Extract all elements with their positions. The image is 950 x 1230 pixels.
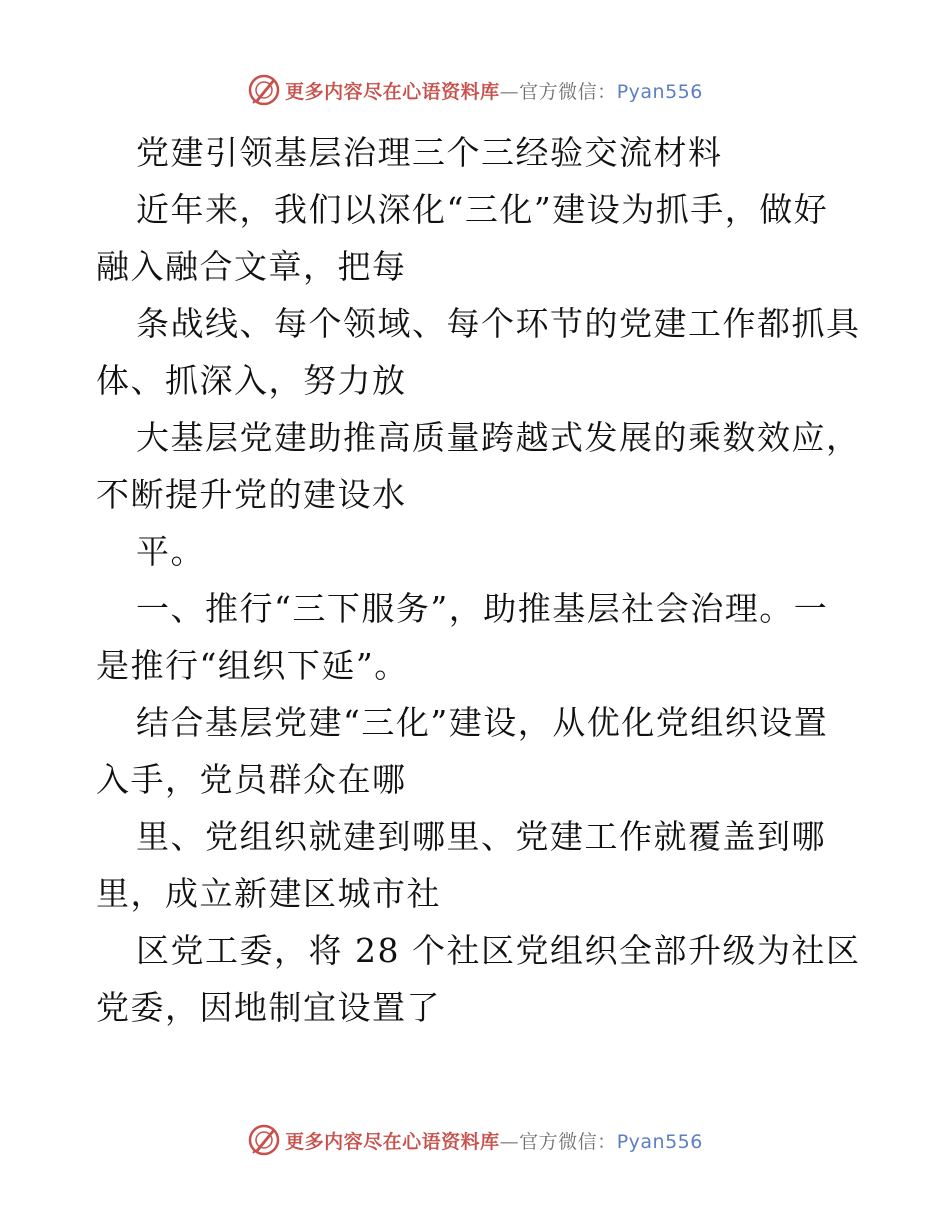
text-line: 是推行“组织下延”。 [96,646,409,685]
quill-logo-icon [247,73,281,107]
footer-watermark [0,1120,950,1160]
quill-logo-icon [247,1123,281,1157]
text-line: 区党工委，将 28 个社区党组织全部升级为社区 [136,931,861,970]
text-line: 平。 [136,532,205,571]
text-line: 大基层党建助推高质量跨越式发展的乘数效应， [136,418,861,457]
document-body [96,124,861,1036]
text-line: 条战线、每个领域、每个环节的党建工作都抓具 [136,304,861,343]
banner-site-name: 更多内容尽在心语资料库 [285,1130,500,1153]
text-line: 一、推行“三下服务”，助推基层社会治理。一 [136,589,829,628]
text-line: 里，成立新建区城市社 [96,874,441,913]
text-line: 不断提升党的建设水 [96,475,407,514]
text-line: 体、抓深入，努力放 [96,361,407,400]
text-line: 入手，党员群众在哪 [96,760,407,799]
text-line: 近年来，我们以深化“三化”建设为抓手，做好 [136,190,829,229]
banner-wechat-label: 官方微信： [519,1130,617,1153]
banner-dash: — [499,80,520,103]
text-line: 里、党组织就建到哪里、党建工作就覆盖到哪 [136,817,826,856]
banner-dash: — [499,1130,520,1153]
banner-wechat-id: Pyan556 [616,80,703,103]
text-line: 结合基层党建“三化”建设，从优化党组织设置 [136,703,829,742]
banner-wechat-label: 官方微信： [519,80,617,103]
banner-wechat-id: Pyan556 [616,1130,703,1153]
document-title: 党建引领基层治理三个三经验交流材料 [136,133,723,172]
header-watermark [0,70,950,110]
text-line: 融入融合文章，把每 [96,247,407,286]
text-line: 党委，因地制宜设置了 [96,988,441,1027]
banner-site-name: 更多内容尽在心语资料库 [285,80,500,103]
